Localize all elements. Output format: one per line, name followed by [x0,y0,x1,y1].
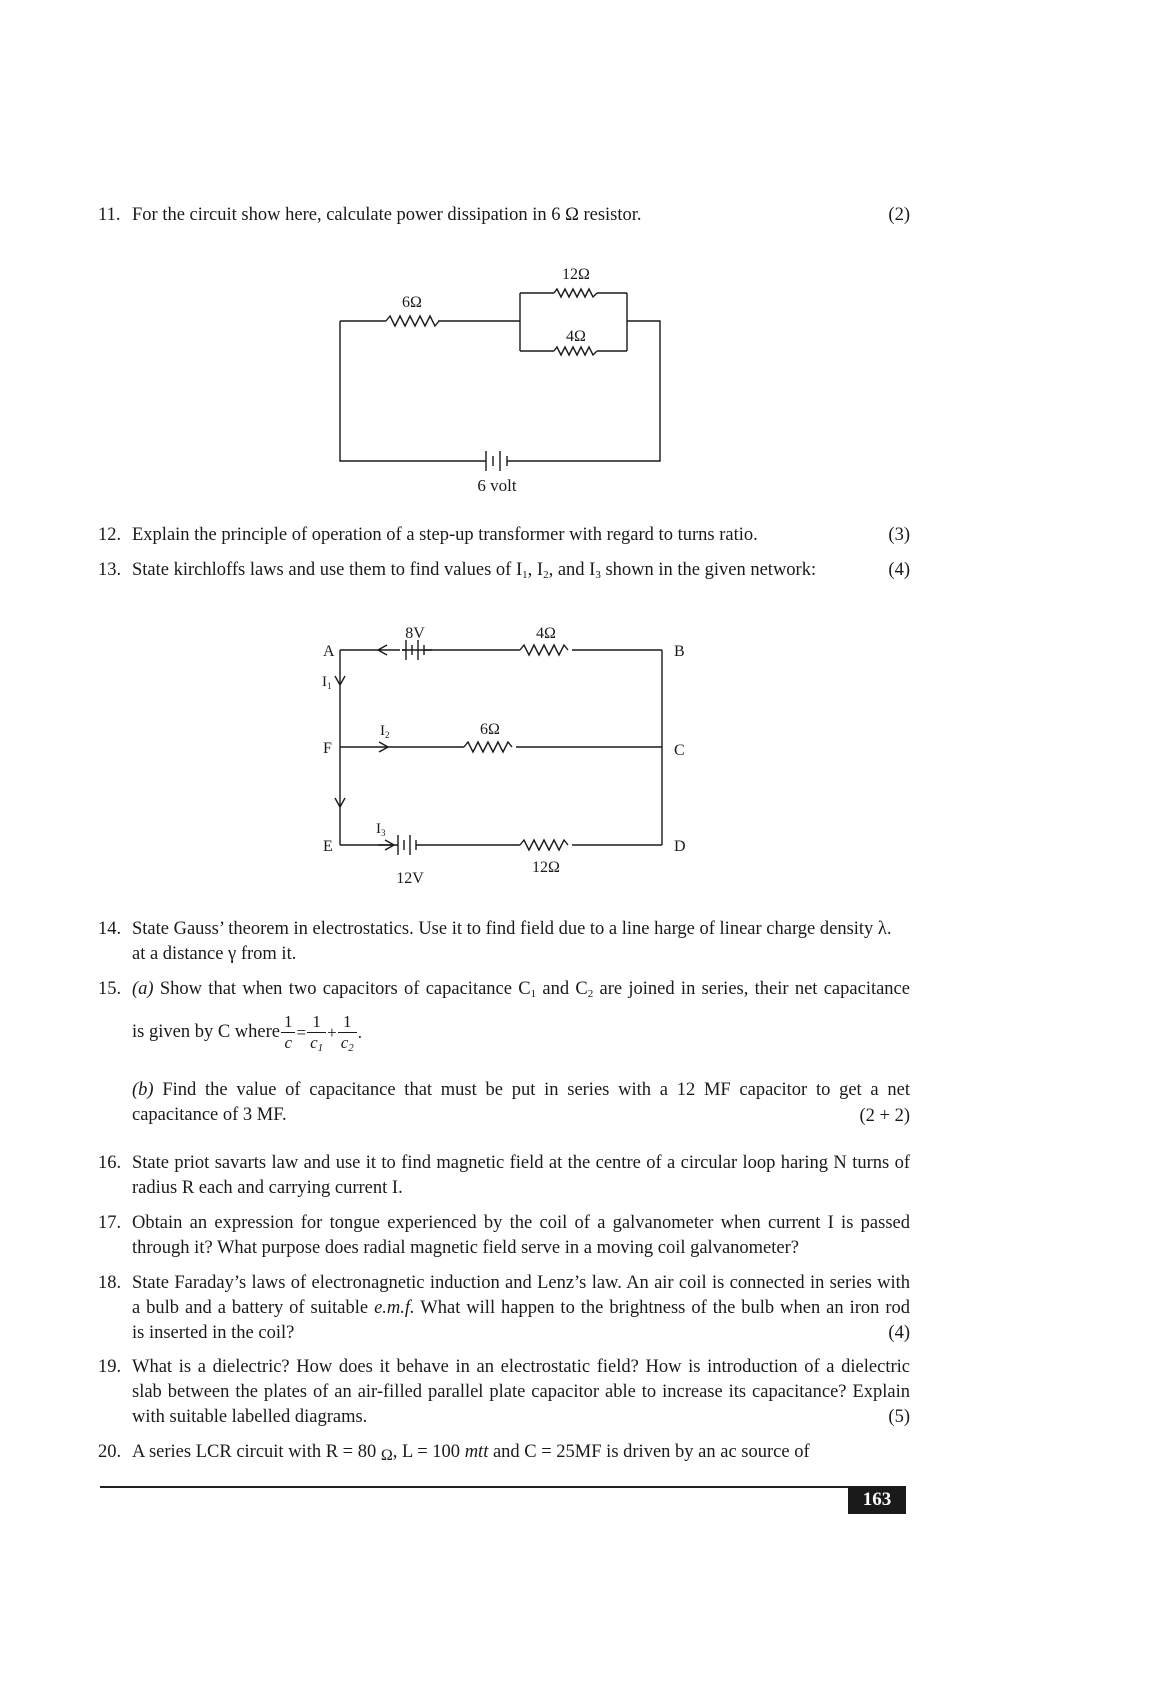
label-battery: 6 volt [477,476,517,495]
label-6ohm: 6Ω [402,294,422,311]
label-i2: $I_2$ [380,723,390,740]
label-i3: $I_3$ [376,821,386,838]
resistor-4ohm [554,347,597,355]
label-12v: 12V [396,870,424,887]
label-4ohm: 4Ω [566,328,586,345]
marks: (4) [888,560,910,580]
label-8v: 8V [405,625,425,642]
question-number: 14. [98,919,122,939]
question-number: 11. [98,205,121,225]
question-number: 15. [98,979,122,999]
fraction-1-over-c: $\frac{1}{c}$ [281,1012,296,1053]
question-text: State Faraday’s laws of electronagnetic induction and Lenz’s law. An air coil is connected in series with a bulb and a battery of suitable e.m.f. What will happen to the brightness of the bulb when an iron rod is inserted in the coil? [132,1273,910,1343]
marks: (5) [888,1407,910,1427]
arrow-top [378,645,400,655]
question-text: State kirchloffs laws and use them to find values of $I_1$, $I_2$, and $I_3$ shown in the given network: [132,560,817,581]
label-4ohm: 4Ω [536,625,556,642]
label-i1: $I_1$ [322,674,332,691]
question-text: Obtain an expression for tongue experienced by the coil of a galvanometer when current I is passed through it? What purpose does radial magnetic field serve in a moving coil galvanometer? [132,1213,910,1258]
resistor-12ohm-bot [520,840,568,850]
question-text: (a) Show that when two capacitors of capacitance $C_1$ and $C_2$ are joined in series, their net capacitance is given by C where $\frac{1}{c}$ = $\frac{1}{c_1}$ + $\frac{1}{c_2}$ . (b) Find the value of capacitance that must be put in series with a 12 MF capacitor to get a net capacitance of 3 MF. [132,979,910,1125]
question-number: 20. [98,1442,122,1462]
battery-cell [473,451,509,471]
label-12ohm: 12Ω [562,266,590,283]
node-a: A [323,643,335,660]
node-c: C [674,742,685,759]
circuit-diagram-2 [310,615,700,890]
footer-rule [100,1486,860,1488]
question-number: 16. [98,1153,122,1173]
question-text: For the circuit show here, calculate power dissipation in 6 Ω resistor. [132,205,642,225]
question-number: 17. [98,1213,122,1233]
question-text: A series LCR circuit with R = 80 Ω, L = 100 mtt and C = 25MF is driven by an ac source of [132,1442,810,1464]
marks: (2 + 2) [859,1106,910,1126]
question-text: What is a dielectric? How does it behave in an electrostatic field? How is introduction of a dielectric slab between the plates of an air-filled parallel plate capacitor able to increase its capacitance? Explain with suitable labelled diagrams. [132,1357,910,1427]
resistor-6ohm [386,316,439,326]
circuit-diagram-1 [330,255,690,495]
question-number: 13. [98,560,122,580]
question-number: 19. [98,1357,122,1377]
formula-line: is given by C where $\frac{1}{c}$ = $\frac{1}{c_1}$ + $\frac{1}{c_2}$ . [132,1012,363,1054]
question-text: State Gauss’ theorem in electrostatics. Use it to find field due to a line harge of linear charge density λ. at a distance γ from it. [132,919,892,964]
question-text: State priot savarts law and use it to find magnetic field at the centre of a circular loop haring N turns of radius R each and carrying current I. [132,1153,910,1198]
marks: (4) [888,1323,910,1343]
wire [340,321,473,461]
node-f: F [323,740,332,757]
marks: (2) [888,205,910,225]
fraction-1-over-c1: $\frac{1}{c_1}$ [307,1012,326,1053]
battery-12v [394,835,422,855]
arrow-i3 [378,840,394,850]
node-e: E [323,838,333,855]
question-number: 18. [98,1273,122,1293]
label-12ohm: 12Ω [532,859,560,876]
question-number: 12. [98,525,122,545]
resistor-4ohm-top [520,645,568,655]
node-b: B [674,643,685,660]
question-text: Explain the principle of operation of a step-up transformer with regard to turns ratio. [132,525,758,545]
node-d: D [674,838,686,855]
resistor-12ohm [554,289,597,297]
page-number: 163 [848,1486,906,1514]
marks: (3) [888,525,910,545]
resistor-6ohm-mid [464,742,512,752]
label-6ohm: 6Ω [480,721,500,738]
fraction-1-over-c2: $\frac{1}{c_2}$ [338,1012,357,1053]
